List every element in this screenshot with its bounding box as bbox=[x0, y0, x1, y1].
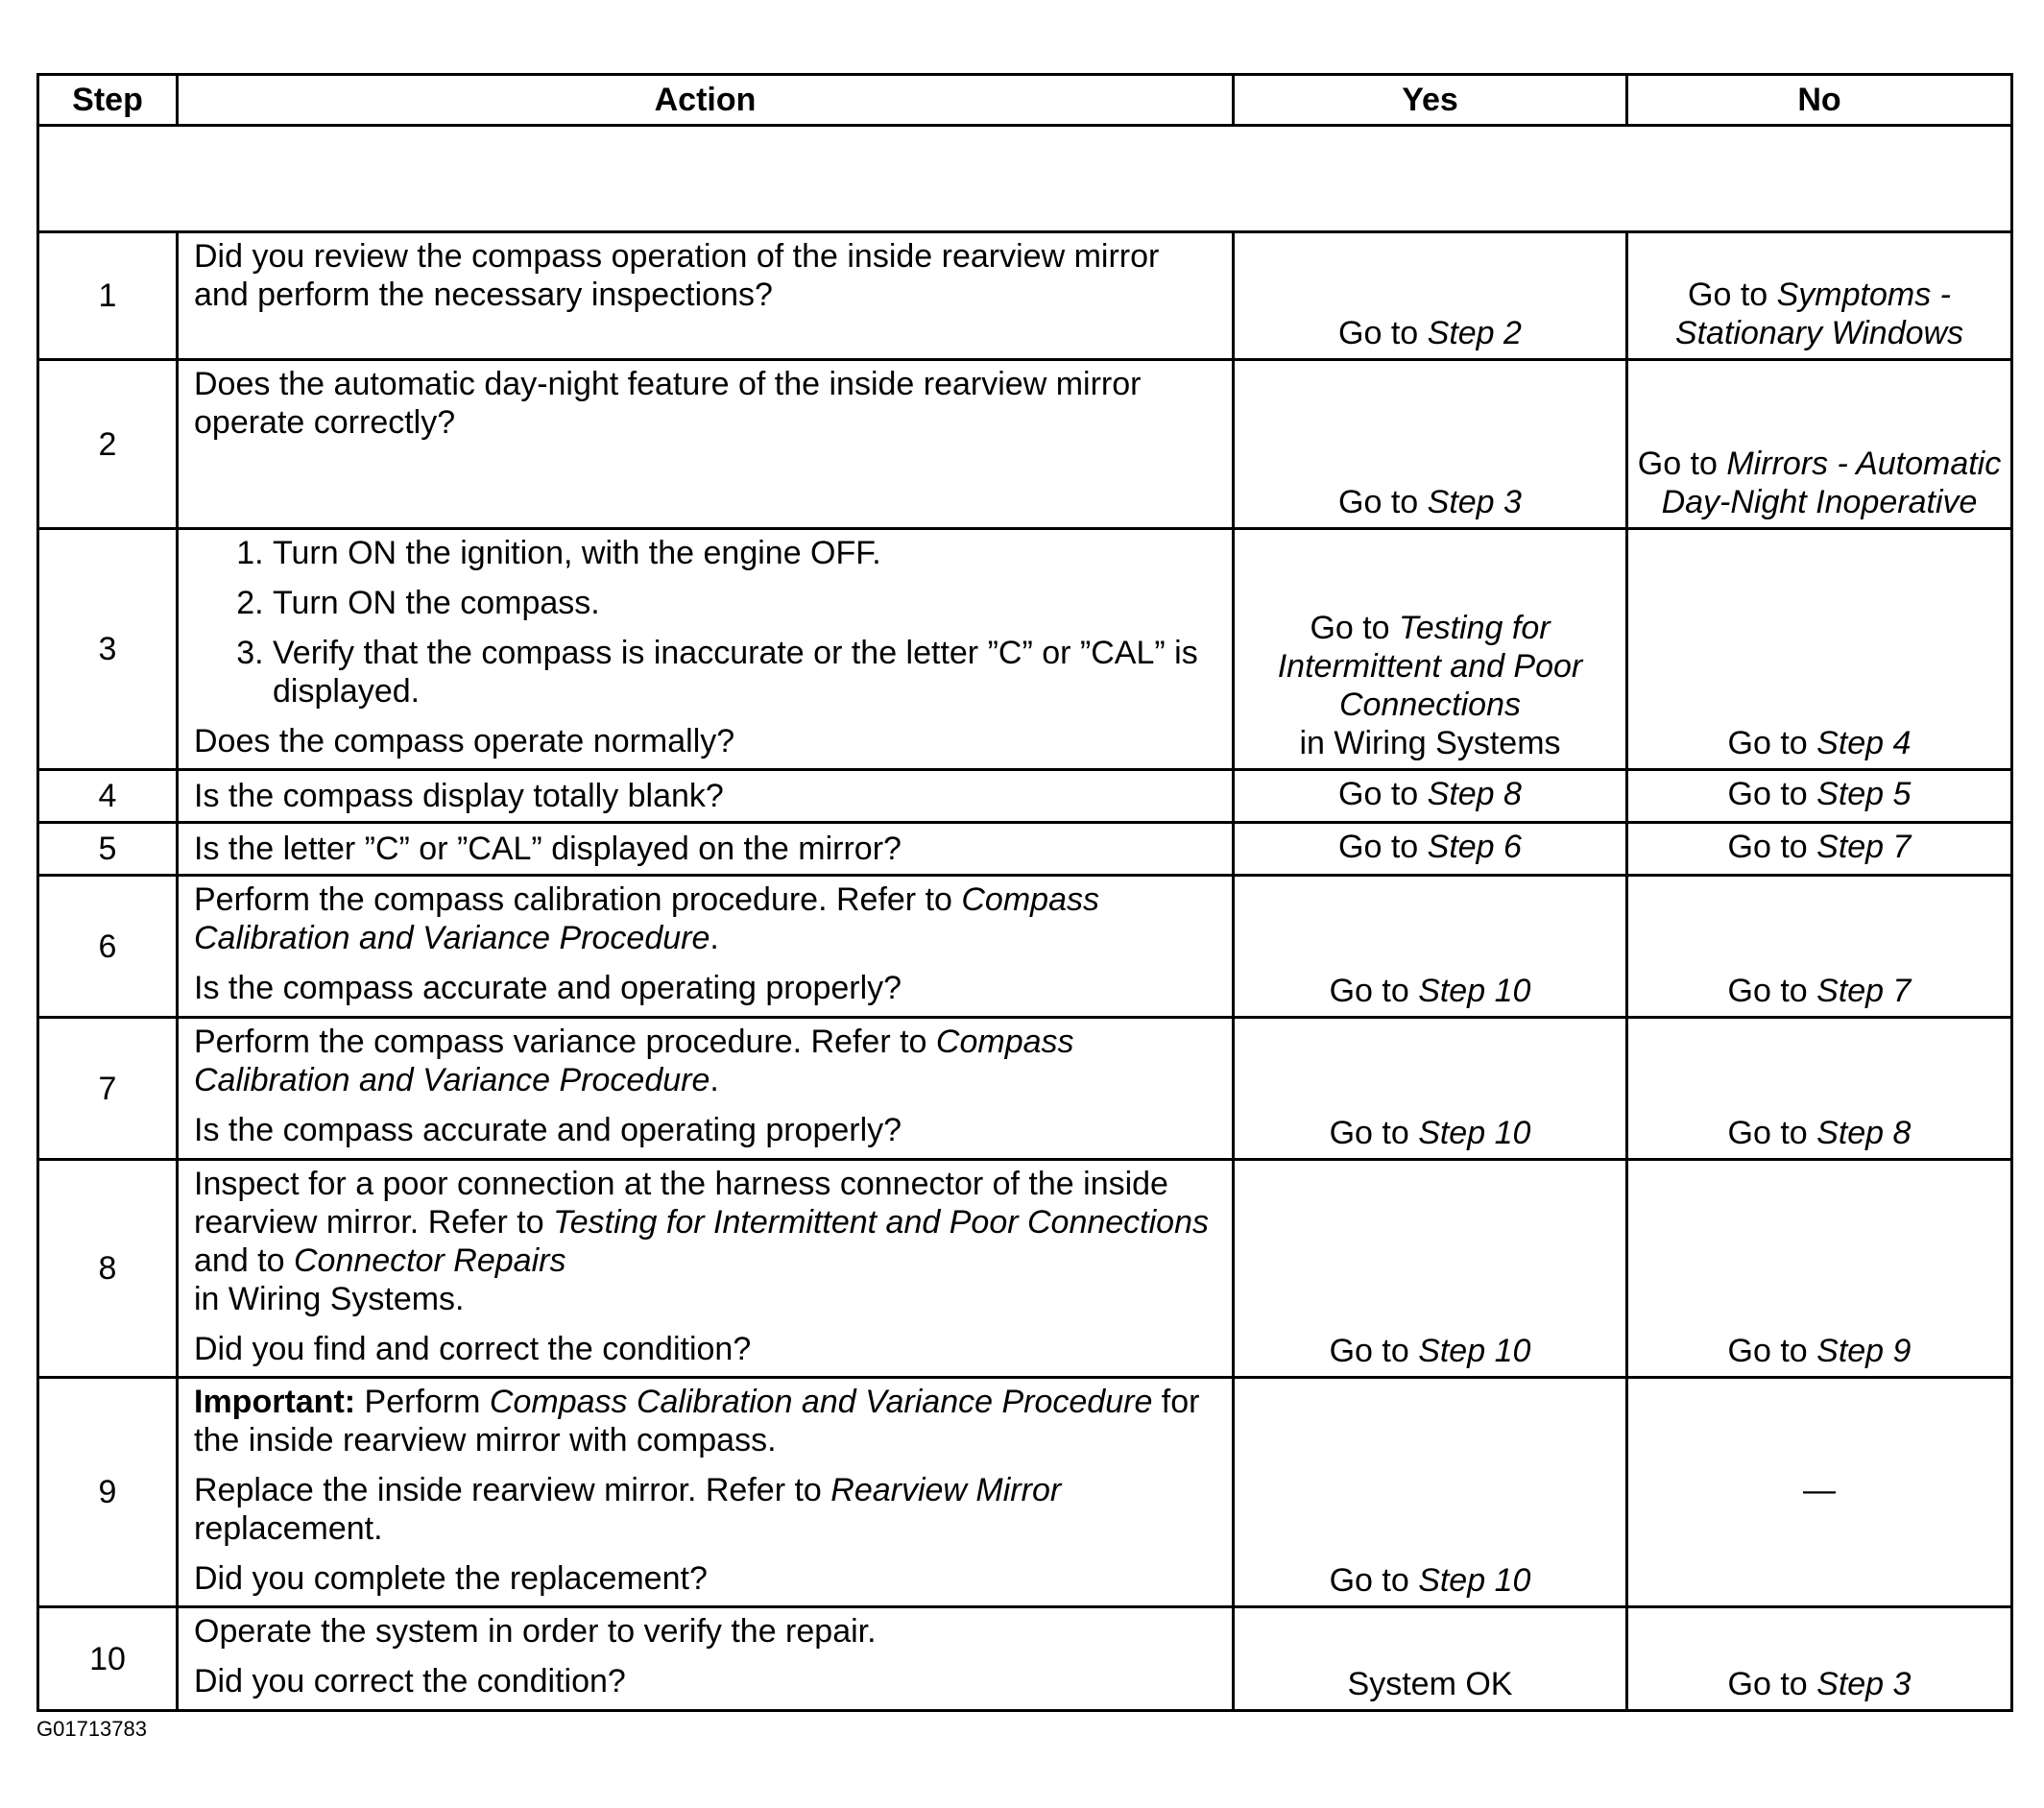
action-cell bbox=[178, 770, 1234, 823]
yes-link[interactable]: Step 6 bbox=[1427, 829, 1522, 865]
action-cell bbox=[178, 1607, 1234, 1711]
procedure-item: 2. Turn ON the compass. bbox=[273, 584, 1222, 622]
yes-prefix: Go to bbox=[1310, 610, 1400, 646]
yes-cell bbox=[1234, 1378, 1627, 1607]
header-action: Action bbox=[178, 75, 1234, 126]
header-step: Step bbox=[38, 75, 178, 126]
table-row bbox=[38, 1018, 2012, 1160]
yes-link[interactable]: Step 10 bbox=[1418, 973, 1531, 1009]
no-prefix: Go to bbox=[1688, 277, 1777, 313]
no-dash: — bbox=[1803, 1472, 1836, 1508]
yes-link[interactable]: Step 10 bbox=[1418, 1115, 1531, 1151]
action-text: Does the automatic day-night feature of the inside rearview mirror operate correctly? bbox=[194, 366, 1142, 441]
blank-cell bbox=[38, 126, 2012, 232]
inspect-prefix: Inspect for a poor connection at the harness connector of the inside rearview mirror. Refer to bbox=[194, 1166, 1168, 1241]
refer-text bbox=[194, 1023, 1222, 1099]
no-cell bbox=[1627, 876, 2012, 1018]
no-cell bbox=[1627, 823, 2012, 876]
question-text: Does the compass operate normally? bbox=[194, 723, 735, 759]
yes-link[interactable]: Step 10 bbox=[1418, 1562, 1531, 1599]
important-label: Important: bbox=[194, 1384, 356, 1420]
testing-link[interactable]: Testing for Intermittent and Poor Connections bbox=[553, 1204, 1209, 1241]
procedure-item: 3. Verify that the compass is inaccurate or the letter ”C” or ”CAL” is displayed. bbox=[273, 634, 1222, 711]
yes-cell bbox=[1234, 770, 1627, 823]
yes-prefix: Go to bbox=[1338, 829, 1428, 865]
yes-prefix: Go to bbox=[1338, 776, 1428, 812]
no-prefix: Go to bbox=[1727, 829, 1817, 865]
yes-cell bbox=[1234, 232, 1627, 360]
yes-link[interactable]: Step 2 bbox=[1427, 315, 1522, 351]
no-prefix: Go to bbox=[1727, 1333, 1817, 1369]
yes-cell bbox=[1234, 876, 1627, 1018]
no-cell bbox=[1627, 1607, 2012, 1711]
refer-suffix: . bbox=[709, 920, 719, 956]
no-link[interactable]: Step 4 bbox=[1816, 725, 1912, 761]
no-link[interactable]: Step 7 bbox=[1816, 973, 1912, 1009]
yes-link[interactable]: Step 8 bbox=[1427, 776, 1522, 812]
replace-suffix: replacement. bbox=[194, 1510, 383, 1547]
no-cell bbox=[1627, 360, 2012, 529]
action-text: Is the letter ”C” or ”CAL” displayed on the mirror? bbox=[194, 831, 902, 867]
diagnostic-table bbox=[36, 73, 2013, 1712]
replace-prefix: Replace the inside rearview mirror. Refer to bbox=[194, 1472, 831, 1508]
no-link[interactable]: Step 7 bbox=[1816, 829, 1912, 865]
important-note bbox=[194, 1383, 1222, 1459]
question-text: Did you complete the replacement? bbox=[194, 1560, 708, 1597]
replace-text bbox=[194, 1471, 1222, 1548]
no-cell bbox=[1627, 1160, 2012, 1378]
yes-cell bbox=[1234, 823, 1627, 876]
no-link[interactable]: Step 8 bbox=[1816, 1115, 1912, 1151]
no-prefix: Go to bbox=[1727, 1666, 1817, 1702]
question-text: Did you correct the condition? bbox=[194, 1663, 626, 1700]
action-text: Did you review the compass operation of the inside rearview mirror and perform the necessary inspections? bbox=[194, 238, 1160, 313]
question-text: Is the compass accurate and operating properly? bbox=[194, 1112, 902, 1148]
important-suffix: for the inside rearview mirror with compass. bbox=[194, 1384, 1200, 1458]
no-prefix: Go to bbox=[1727, 1115, 1817, 1151]
action-cell bbox=[178, 1018, 1234, 1160]
refer-text bbox=[194, 880, 1222, 957]
yes-prefix: Go to bbox=[1329, 1115, 1419, 1151]
step-number: 3 bbox=[38, 529, 178, 770]
yes-cell bbox=[1234, 360, 1627, 529]
no-prefix: Go to bbox=[1727, 973, 1817, 1009]
yes-cell bbox=[1234, 1607, 1627, 1711]
step-number: 5 bbox=[38, 823, 178, 876]
no-cell bbox=[1627, 1378, 2012, 1607]
refer-suffix: . bbox=[709, 1062, 719, 1098]
yes-suffix: in Wiring Systems bbox=[1299, 725, 1561, 761]
important-prefix: Perform bbox=[355, 1384, 490, 1420]
step-number: 9 bbox=[38, 1378, 178, 1607]
table-row bbox=[38, 529, 2012, 770]
replace-link[interactable]: Rearview Mirror bbox=[830, 1472, 1062, 1508]
step-number: 8 bbox=[38, 1160, 178, 1378]
action-text: Operate the system in order to verify the repair. bbox=[194, 1613, 877, 1650]
yes-prefix: Go to bbox=[1329, 1562, 1419, 1599]
action-cell bbox=[178, 876, 1234, 1018]
table-row bbox=[38, 1378, 2012, 1607]
inspect-suffix: in Wiring Systems. bbox=[194, 1281, 465, 1317]
yes-cell bbox=[1234, 1018, 1627, 1160]
refer-prefix: Perform the compass variance procedure. Refer to bbox=[194, 1024, 936, 1060]
step-number: 10 bbox=[38, 1607, 178, 1711]
step-number: 7 bbox=[38, 1018, 178, 1160]
blank-row bbox=[38, 126, 2012, 232]
table-row bbox=[38, 360, 2012, 529]
action-cell bbox=[178, 529, 1234, 770]
yes-cell bbox=[1234, 529, 1627, 770]
no-link[interactable]: Mirrors - Automatic Day-Night Inoperative bbox=[1661, 446, 2002, 520]
important-link[interactable]: Compass Calibration and Variance Procedure bbox=[489, 1384, 1153, 1420]
no-link[interactable]: Step 5 bbox=[1816, 776, 1912, 812]
no-cell bbox=[1627, 770, 2012, 823]
inspect-text bbox=[194, 1165, 1222, 1280]
step-number: 2 bbox=[38, 360, 178, 529]
action-cell bbox=[178, 232, 1234, 360]
action-text: Is the compass display totally blank? bbox=[194, 778, 724, 814]
action-cell bbox=[178, 1160, 1234, 1378]
procedure-list bbox=[194, 534, 1222, 711]
procedure-item: 1. Turn ON the ignition, with the engine OFF. bbox=[273, 534, 1222, 572]
header-yes: Yes bbox=[1234, 75, 1627, 126]
connector-repairs-link[interactable]: Connector Repairs bbox=[293, 1242, 566, 1279]
no-link[interactable]: Step 9 bbox=[1816, 1333, 1912, 1369]
step-number: 4 bbox=[38, 770, 178, 823]
table-row bbox=[38, 770, 2012, 823]
table-row bbox=[38, 1607, 2012, 1711]
no-link[interactable]: Symptoms - Stationary Windows bbox=[1674, 277, 1964, 351]
no-link[interactable]: Step 3 bbox=[1816, 1666, 1912, 1702]
yes-text: System OK bbox=[1347, 1666, 1513, 1702]
yes-prefix: Go to bbox=[1338, 315, 1428, 351]
no-prefix: Go to bbox=[1637, 446, 1727, 482]
action-cell bbox=[178, 360, 1234, 529]
action-cell bbox=[178, 823, 1234, 876]
figure-id: G01713783 bbox=[36, 1717, 147, 1741]
table-row bbox=[38, 876, 2012, 1018]
step-number: 6 bbox=[38, 876, 178, 1018]
refer-link[interactable]: Compass Calibration and Variance Procedure bbox=[194, 881, 1099, 956]
no-cell bbox=[1627, 232, 2012, 360]
inspect-middle: and to bbox=[194, 1242, 294, 1279]
refer-prefix: Perform the compass calibration procedure. Refer to bbox=[194, 881, 962, 918]
yes-prefix: Go to bbox=[1329, 1333, 1419, 1369]
yes-link[interactable]: Testing for Intermittent and Poor Connections bbox=[1277, 610, 1583, 723]
step-number: 1 bbox=[38, 232, 178, 360]
table-row bbox=[38, 232, 2012, 360]
no-prefix: Go to bbox=[1727, 776, 1817, 812]
yes-prefix: Go to bbox=[1338, 484, 1428, 520]
no-cell bbox=[1627, 529, 2012, 770]
no-cell bbox=[1627, 1018, 2012, 1160]
question-text: Is the compass accurate and operating properly? bbox=[194, 970, 902, 1006]
refer-link[interactable]: Compass Calibration and Variance Procedure bbox=[194, 1024, 1074, 1098]
yes-link[interactable]: Step 10 bbox=[1418, 1333, 1531, 1369]
yes-link[interactable]: Step 3 bbox=[1427, 484, 1522, 520]
action-cell bbox=[178, 1378, 1234, 1607]
table-row bbox=[38, 1160, 2012, 1378]
yes-prefix: Go to bbox=[1329, 973, 1419, 1009]
table-row bbox=[38, 823, 2012, 876]
header-no: No bbox=[1627, 75, 2012, 126]
table-header-row bbox=[38, 75, 2012, 126]
no-prefix: Go to bbox=[1727, 725, 1817, 761]
question-text: Did you find and correct the condition? bbox=[194, 1331, 752, 1367]
yes-cell bbox=[1234, 1160, 1627, 1378]
